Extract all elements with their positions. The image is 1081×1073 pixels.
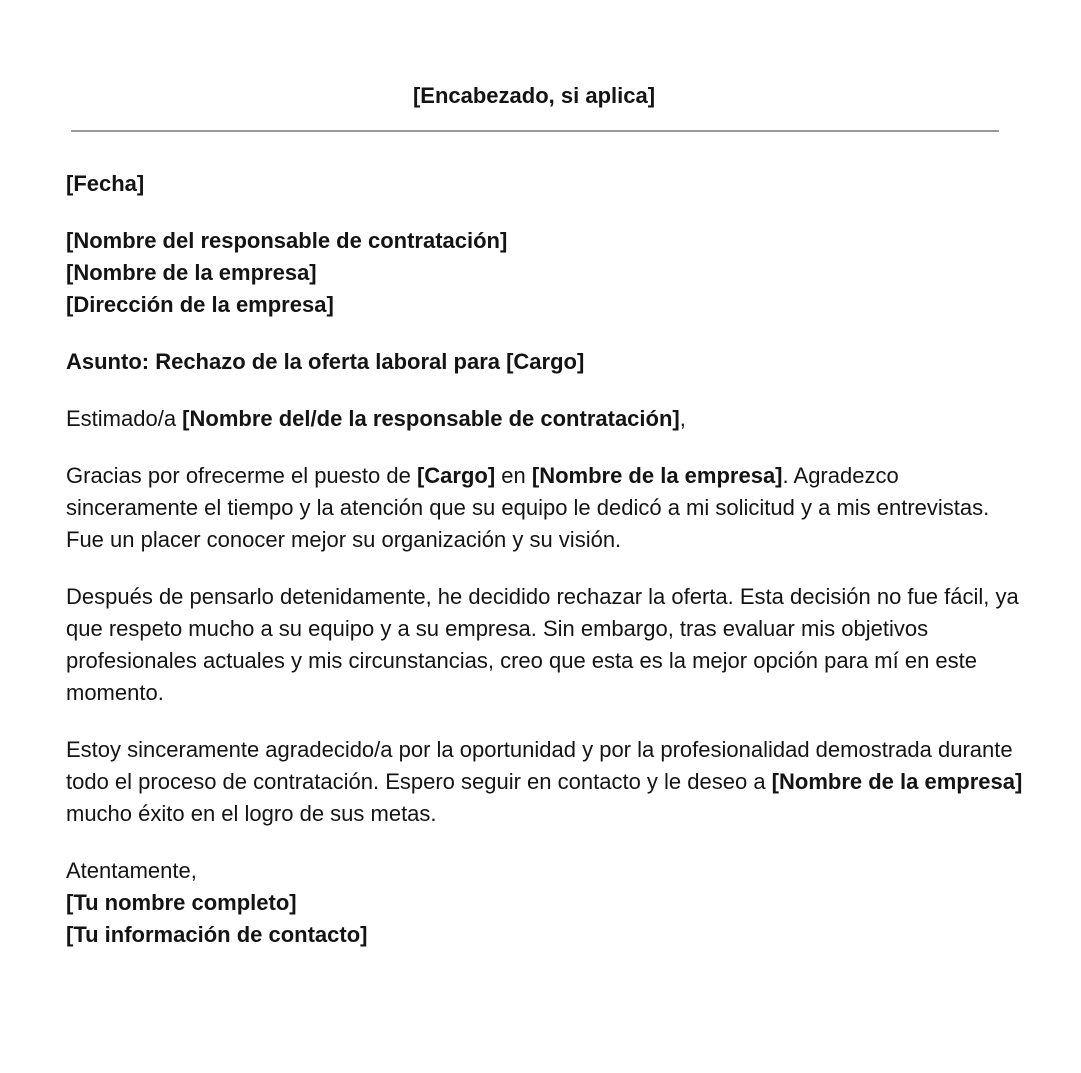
- paragraph-thanks-text-2: en: [495, 463, 532, 488]
- closing-valediction: Atentamente,: [66, 858, 197, 883]
- paragraph-thanks-text-3: . Agradezco sinceramente el tiempo y la atención que su equipo le dedicó a mi solicitud y a mis entrevistas. Fue un placer conocer mejor su organización y su visión.: [66, 463, 990, 552]
- subject-line: Asunto: Rechazo de la oferta laboral para [Cargo]: [66, 349, 585, 374]
- paragraph-thanks-text-1: Gracias por ofrecerme el puesto de: [66, 463, 417, 488]
- paragraph-thanks: [66, 460, 1026, 556]
- greeting-line: [66, 403, 1026, 435]
- recipient-manager: [Nombre del responsable de contratación]: [66, 228, 508, 253]
- paragraph-decision: Después de pensarlo detenidamente, he decidido rechazar la oferta. Esta decisión no fue fácil, ya que respeto mucho a su equipo y a su empresa. Sin embargo, tras evaluar mis objetivos profesionales actuales y mis circunstancias, creo que esta es la mejor opción para mí en este momento.: [66, 584, 1019, 705]
- letter-header: [Encabezado, si aplica]: [412, 83, 656, 108]
- paragraph-gratitude-company: [Nombre de la empresa]: [771, 769, 1023, 794]
- date-line: [Fecha]: [66, 171, 145, 196]
- recipient-company: [Nombre de la empresa]: [66, 260, 317, 285]
- greeting-name: [Nombre del/de la responsable de contratación]: [182, 406, 680, 431]
- recipient-address: [Dirección de la empresa]: [66, 292, 334, 317]
- paragraph-gratitude-text-2: mucho éxito en el logro de sus metas.: [66, 801, 437, 826]
- paragraph-gratitude-text-1: Estoy sinceramente agradecido/a por la oportunidad y por la profesionalidad demostrada durante todo el proceso de contratación. Espero seguir en contacto y le deseo a: [66, 737, 1013, 794]
- closing-block: [66, 855, 1026, 951]
- header-divider: [71, 130, 999, 132]
- letter-body: [66, 168, 1026, 976]
- greeting-suffix: ,: [679, 406, 686, 431]
- recipient-block: [66, 225, 1026, 321]
- closing-name: [Tu nombre completo]: [66, 890, 297, 915]
- greeting-prefix: Estimado/a: [66, 406, 183, 431]
- paragraph-gratitude: [66, 734, 1026, 830]
- closing-contact: [Tu información de contacto]: [66, 922, 368, 947]
- paragraph-thanks-position: [Cargo]: [416, 463, 496, 488]
- paragraph-thanks-company: [Nombre de la empresa]: [531, 463, 783, 488]
